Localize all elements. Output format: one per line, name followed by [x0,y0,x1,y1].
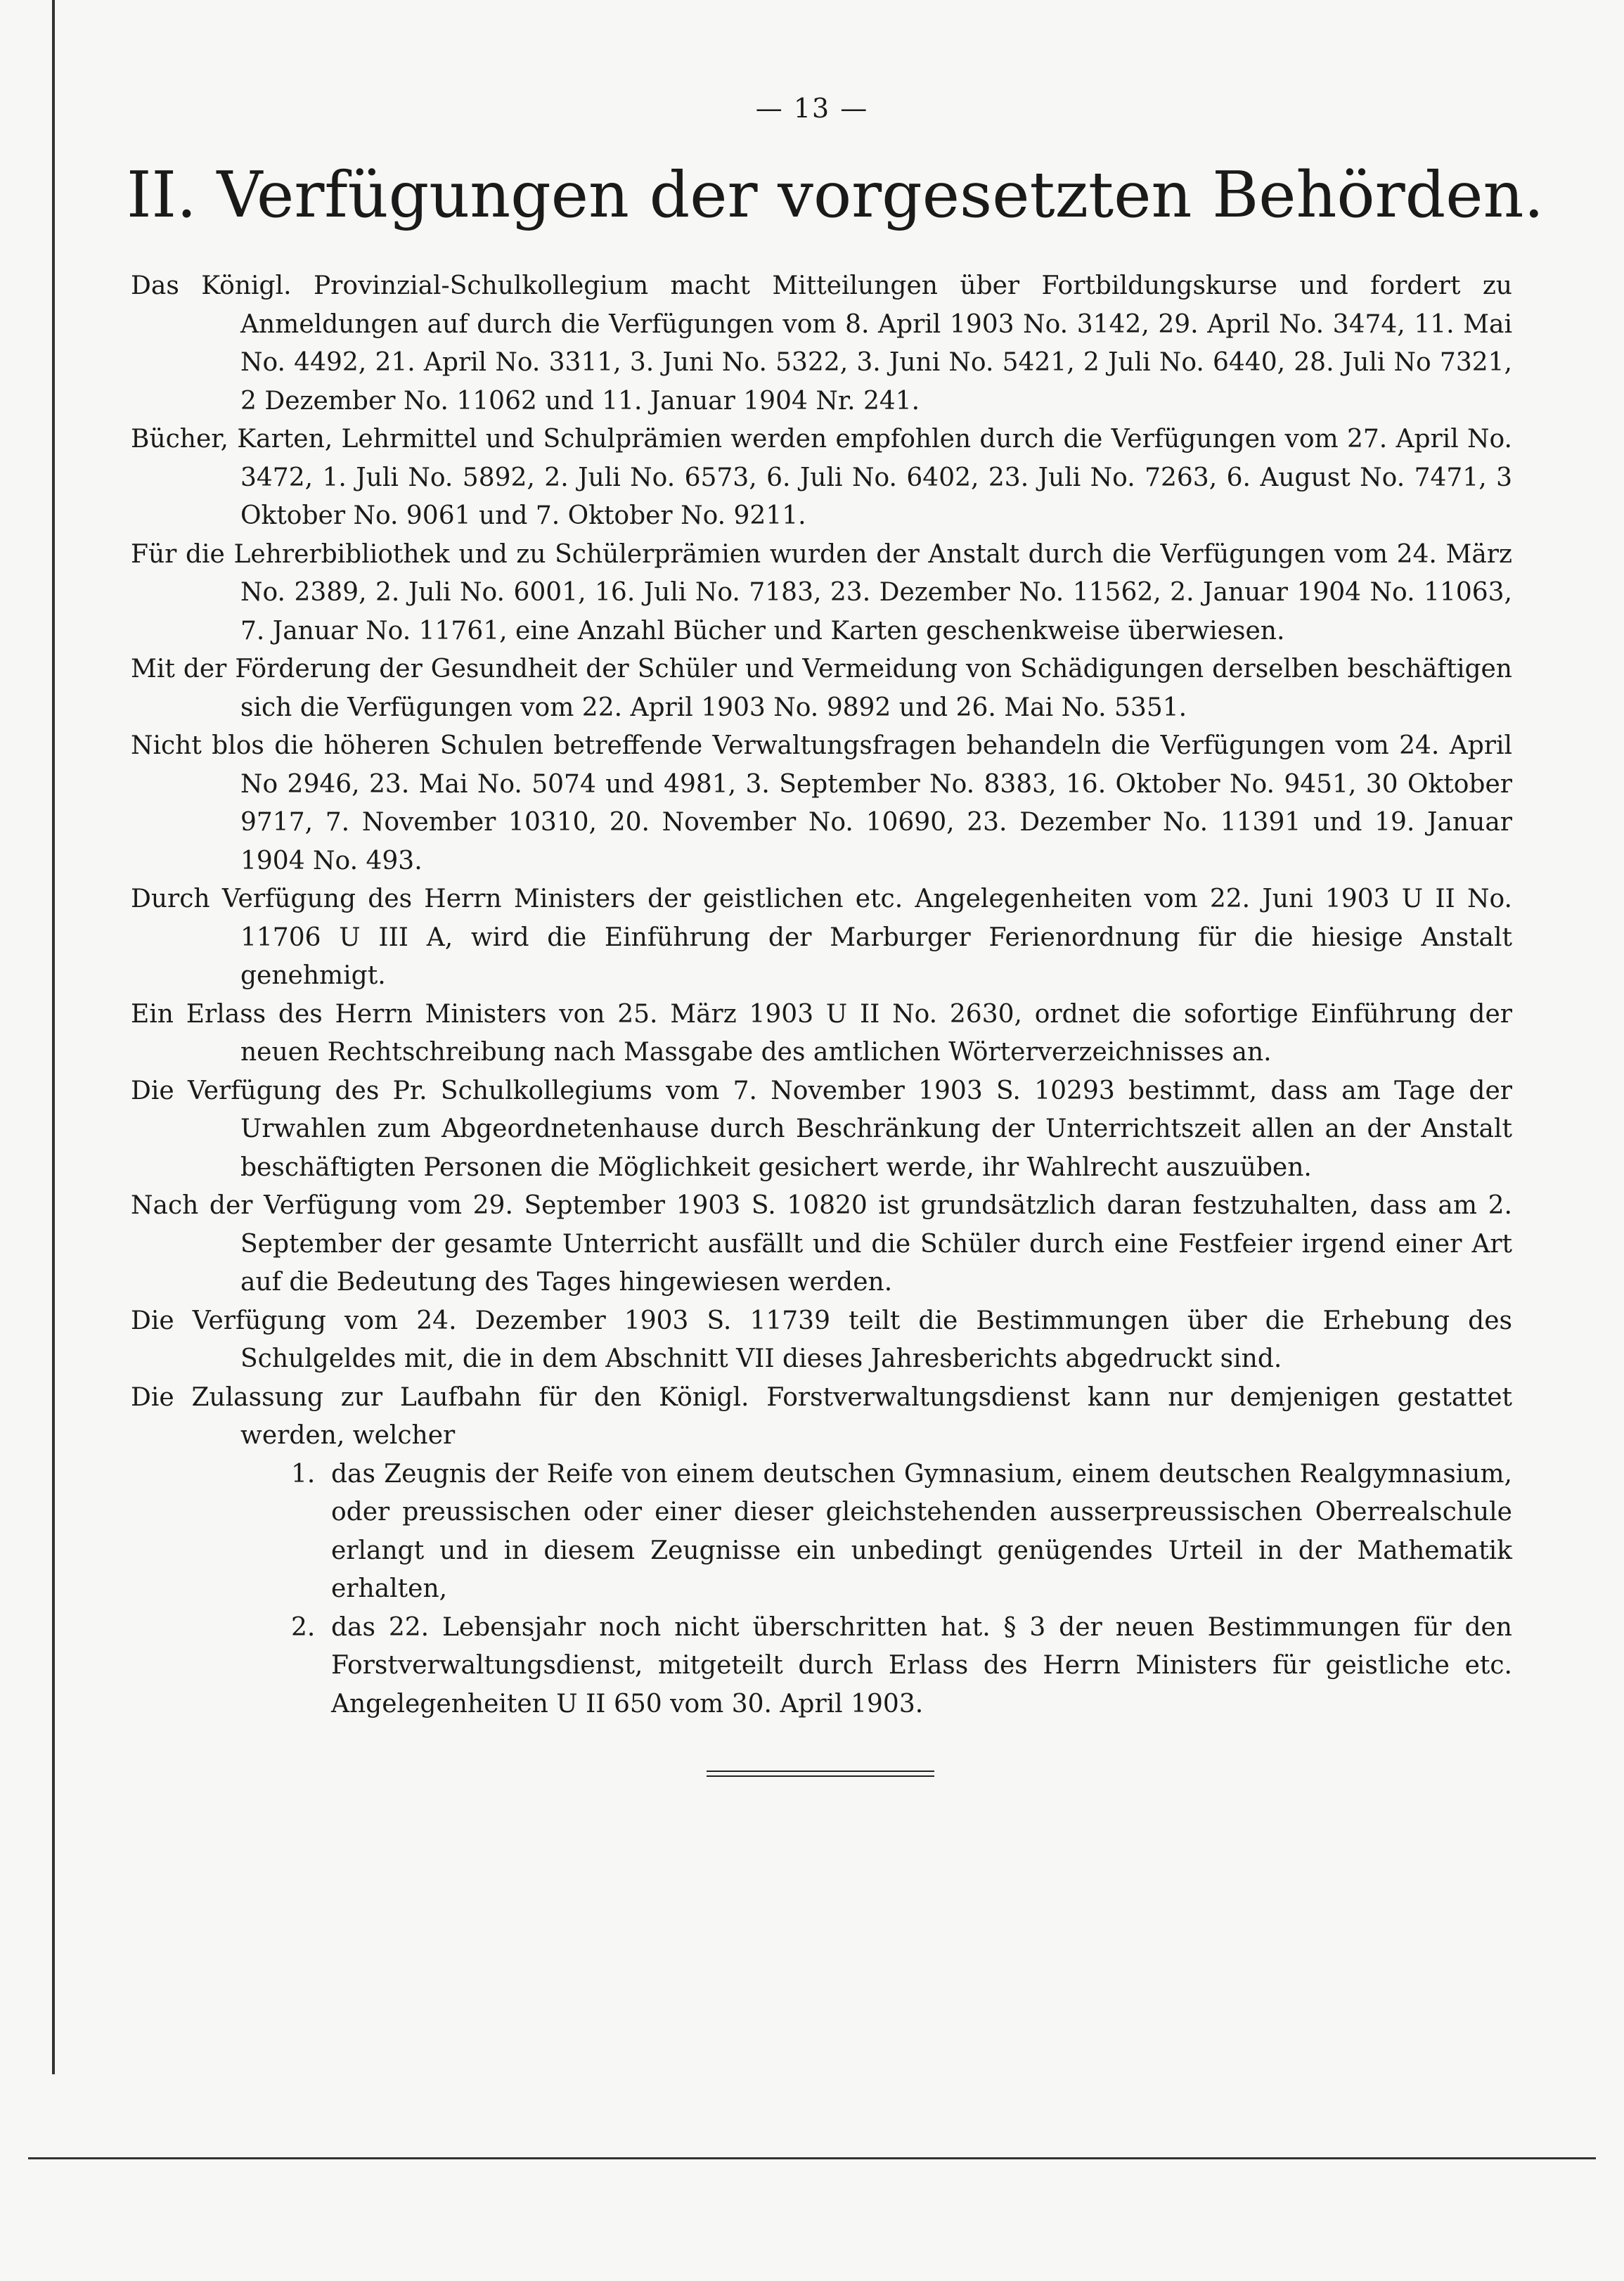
list-item-text: das Zeugnis der Reife von einem deutschen Gymnasium, einem deutschen Realgymnasium, oder preussischen oder einer dieser gleichstehenden ausserpreussischen Oberrealschule erlangt und in diesem Zeugnisse ein unbedingt genügendes Urteil in der Mathematik erhalten, [331,1459,1512,1603]
section-end-rule [707,1771,934,1777]
section-body [131,267,1512,1723]
paragraph-fortbildungskurse: Das Königl. Provinzial-Schulkollegium macht Mitteilungen über Fortbildungskurse und fordert zu Anmeldungen auf durch die Verfügungen vom 8. April 1903 No. 3142, 29. April No. 3474, 11. Mai No. 4492, 21. April No. 3311, 3. Juni No. 5322, 3. Juni No. 5421, 2 Juli No. 6440, 28. Juli No 7321, 2 Dezember No. 11062 und 11. Januar 1904 Nr. 241. [131,271,1512,416]
binding-margin-line [52,0,55,2074]
paragraph-rechtschreibung: Ein Erlass des Herrn Ministers von 25. März 1903 U II No. 2630, ordnet die sofortige Einführung der neuen Rechtschreibung nach Massgabe des amtlichen Wörterverzeichnisses an. [131,999,1512,1067]
paragraph-lehrmittel: Bücher, Karten, Lehrmittel und Schulprämien werden empfohlen durch die Verfügungen vom 27. April No. 3472, 1. Juli No. 5892, 2. Juli No. 6573, 6. Juli No. 6402, 23. Juli No. 7263, 6. August No. 7471, 3 Oktober No. 9061 und 7. Oktober No. 9211. [131,425,1512,530]
list-item-number: 1. [291,1459,316,1489]
page-bottom-edge [28,2157,1596,2159]
paragraph-urwahlen: Die Verfügung des Pr. Schulkollegiums vom 7. November 1903 S. 10293 bestimmt, dass am Tage der Urwahlen zum Abgeordnetenhause durch Beschränkung der Unterrichtszeit allen an der Anstalt beschäftigten Personen die Möglichkeit gesichert werde, ihr Wahlrecht auszuüben. [131,1076,1512,1182]
paragraph-lehrerbibliothek: Für die Lehrerbibliothek und zu Schülerprämien wurden der Anstalt durch die Verfügungen vom 24. März No. 2389, 2. Juli No. 6001, 16. Juli No. 7183, 23. Dezember No. 11562, 2. Januar 1904 No. 11063, 7. Januar No. 11761, eine Anzahl Bücher und Karten geschenkweise überwiesen. [131,539,1512,645]
list-item-text: das 22. Lebensjahr noch nicht überschritten hat. § 3 der neuen Bestimmungen für den Forstverwaltungsdienst, mitgeteilt durch Erlass des Herrn Ministers für geistliche etc. Angelegenheiten U II 650 vom 30. April 1903. [331,1612,1512,1718]
paragraph-forstverwaltung: Die Zulassung zur Laufbahn für den Königl. Forstverwaltungsdienst kann nur demjenigen gestattet werden, welcher [131,1382,1512,1450]
paragraph-ferienordnung: Durch Verfügung des Herrn Ministers der geistlichen etc. Angelegenheiten vom 22. Juni 1903 U II No. 11706 U III A, wird die Einführung der Marburger Ferienordnung für die hiesige Anstalt genehmigt. [131,885,1512,990]
paragraph-gesundheit: Mit der Förderung der Gesundheit der Schüler und Vermeidung von Schädigungen derselben beschäftigen sich die Verfügungen vom 22. April 1903 No. 9892 und 26. Mai No. 5351. [131,655,1512,722]
section-heading: II. Verfügungen der vorgesetzten Behörden. [127,158,1545,232]
list-item [131,1456,1512,1609]
list-item-number: 2. [291,1612,316,1642]
paragraph-sedantag: Nach der Verfügung vom 29. September 1903 S. 10820 ist grundsätzlich daran festzuhalten, dass am 2. September der gesamte Unterricht ausfällt und die Schüler durch eine Festfeier irgend einer Art auf die Bedeutung des Tages hingewiesen werden. [131,1191,1512,1297]
paragraph-verwaltungsfragen: Nicht blos die höheren Schulen betreffende Verwaltungsfragen behandeln die Verfügungen vom 24. April No 2946, 23. Mai No. 5074 und 4981, 3. September No. 8383, 16. Oktober No. 9451, 30 Oktober 9717, 7. November 10310, 20. November No. 10690, 23. Dezember No. 11391 und 19. Januar 1904 No. 493. [131,731,1512,875]
list-item [131,1609,1512,1724]
conditions-list [131,1456,1512,1724]
paragraph-schulgeld: Die Verfügung vom 24. Dezember 1903 S. 11739 teilt die Bestimmungen über die Erhebung des Schulgeldes mit, die in dem Abschnitt VII dieses Jahresberichts abgedruckt sind. [131,1306,1512,1373]
page-number: — 13 — [755,93,869,124]
